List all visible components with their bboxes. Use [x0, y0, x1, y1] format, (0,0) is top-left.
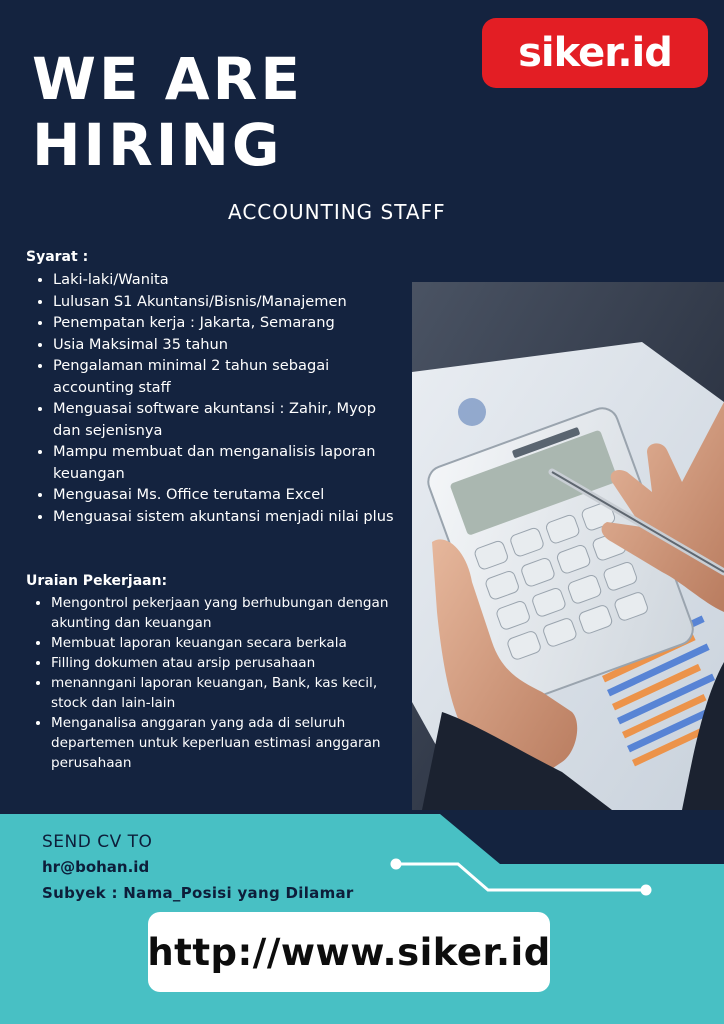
- send-cv-title: SEND CV TO: [42, 832, 153, 852]
- requirement-item: • Menguasai software akuntansi : Zahir, Myop dan sejenisnya: [53, 398, 406, 441]
- duty-item: • Menganalisa anggaran yang ada di seluruh departemen untuk keperluan estimasi anggaran perusahaan: [51, 713, 398, 773]
- requirements-section: [26, 249, 406, 527]
- website-box[interactable]: [148, 912, 550, 992]
- headline: [32, 46, 303, 178]
- duties-title: Uraian Pekerjaan:: [26, 573, 168, 589]
- requirement-item: • Mampu membuat dan menganalisis laporan keuangan: [53, 441, 406, 484]
- calculator-hands-photo: [412, 282, 724, 810]
- requirement-item: • Menguasai sistem akuntansi menjadi nilai plus: [53, 506, 406, 528]
- duty-item: • Mengontrol pekerjaan yang berhubungan dengan akunting dan keuangan: [51, 593, 398, 633]
- requirements-list: [26, 269, 406, 527]
- requirement-item: • Menguasai Ms. Office terutama Excel: [53, 484, 406, 506]
- website-url[interactable]: http://www.siker.id: [147, 930, 551, 974]
- requirement-item: • Laki-laki/Wanita: [53, 269, 406, 291]
- connector-line-icon: [388, 856, 652, 900]
- duties-list: [26, 593, 398, 773]
- requirement-item: • Usia Maksimal 35 tahun: [53, 334, 406, 356]
- requirement-item: • Lulusan S1 Akuntansi/Bisnis/Manajemen: [53, 291, 406, 313]
- contact-email[interactable]: hr@bohan.id: [42, 858, 150, 876]
- requirement-item: • Pengalaman minimal 2 tahun sebagai accounting staff: [53, 355, 406, 398]
- duty-item: • Membuat laporan keuangan secara berkala: [51, 633, 398, 653]
- headline-line-1: WE ARE: [32, 45, 303, 113]
- duties-section: [26, 573, 398, 773]
- logo-text: siker.id: [518, 30, 672, 76]
- requirement-item: • Penempatan kerja : Jakarta, Semarang: [53, 312, 406, 334]
- email-subject: Subyek : Nama_Posisi yang Dilamar: [42, 884, 354, 902]
- siker-logo[interactable]: [482, 18, 708, 88]
- requirements-title: Syarat :: [26, 249, 89, 265]
- headline-line-2: HIRING: [32, 111, 283, 179]
- duty-item: • Filling dokumen atau arsip perusahaan: [51, 653, 398, 673]
- duty-item: • menanngani laporan keuangan, Bank, kas kecil, stock dan lain-lain: [51, 673, 398, 713]
- position-title: ACCOUNTING STAFF: [228, 200, 446, 224]
